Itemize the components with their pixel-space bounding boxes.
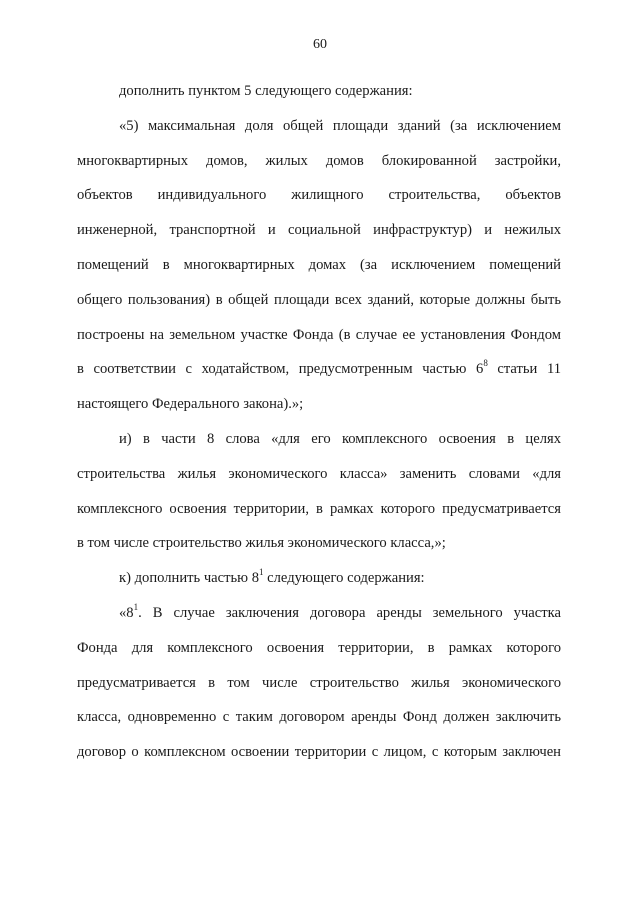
- text-line: объектов индивидуального жилищного строительства, объектов: [77, 187, 561, 204]
- superscript: 1: [133, 601, 139, 612]
- text-line: «5) максимальная доля общей площади зданий (за исключением: [119, 117, 561, 134]
- text-run: «8: [119, 604, 134, 621]
- text-line: договор о комплексном освоении территории с лицом, с которым заключен: [77, 744, 561, 761]
- text-line: предусматривается в том числе строительство жилья экономического: [77, 674, 561, 691]
- text-line: комплексного освоения территории, в рамках которого предусматривается: [77, 500, 561, 517]
- superscript: 1: [259, 567, 264, 578]
- text-run: следующего содержания:: [263, 570, 425, 587]
- text-line: [77, 352, 561, 387]
- text-run: . В случае заключения договора аренды земельного участка: [138, 604, 561, 621]
- text-line: общего пользования) в общей площади всех зданий, которые должны быть: [77, 291, 561, 308]
- superscript: 8: [483, 358, 488, 369]
- text-line: и) в части 8 слова «для его комплексного освоения в целях: [119, 430, 561, 447]
- text-line: инженерной, транспортной и социальной инфраструктур) и нежилых: [77, 222, 561, 239]
- text-line: в том числе строительство жилья экономического класса,»;: [77, 535, 446, 552]
- page-number: 60: [313, 37, 327, 52]
- text-run: статьи 11: [487, 361, 562, 378]
- text-line: класса, одновременно с таким договором аренды Фонд должен заключить: [77, 709, 561, 726]
- text-line: [77, 596, 561, 631]
- text-line: настоящего Федерального закона).»;: [77, 396, 304, 413]
- text-run: к) дополнить частью 8: [119, 570, 259, 587]
- text-line: Фонда для комплексного освоения территории, в рамках которого: [77, 639, 561, 656]
- text-line: помещений в многоквартирных домах (за исключением помещений: [77, 256, 561, 273]
- text-line: дополнить пунктом 5 следующего содержания:: [119, 83, 413, 99]
- document-body: [77, 74, 561, 770]
- text-line: построены на земельном участке Фонда (в случае ее установления Фондом: [77, 326, 561, 343]
- text-line: многоквартирных домов, жилых домов блокированной застройки,: [77, 152, 561, 169]
- text-line: [77, 561, 561, 596]
- text-line: строительства жилья экономического класса» заменить словами «для: [77, 465, 561, 482]
- text-run: в соответствии с ходатайством, предусмотренным частью 6: [77, 361, 484, 378]
